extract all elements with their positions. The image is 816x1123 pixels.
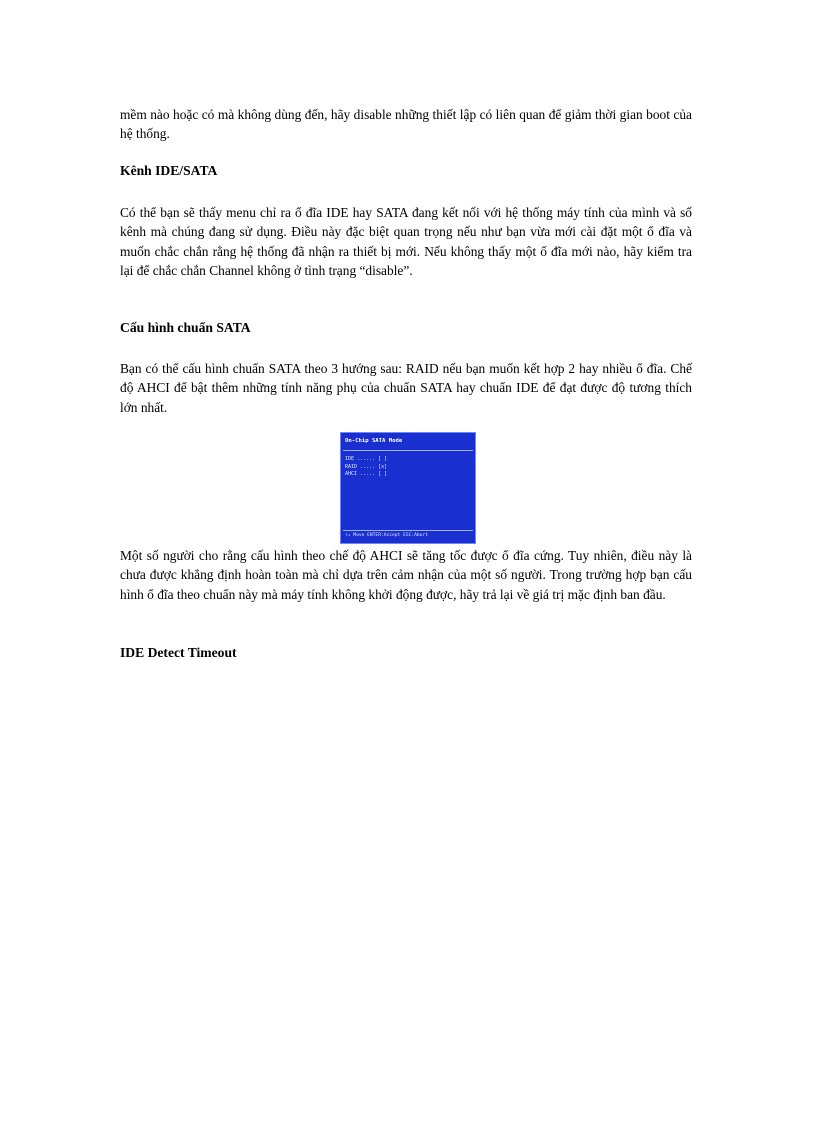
bios-footer-help: ↑↓ Move ENTER:Accept ESC:Abort — [345, 533, 428, 538]
heading-sata-config: Cấu hình chuẩn SATA — [120, 320, 251, 335]
ahci-note-paragraph: Một số người cho rằng cấu hình theo chế độ AHCI sẽ tăng tốc được ổ đĩa cứng. Tuy nhiên, điều này là chưa được khẳng định hoàn toàn mà chỉ dựa trên cảm nhận của một số người. Trong trường hợp bạn cấu hình ổ đĩa theo chuẩn này mà máy tính không khởi động được, hãy trả lại về giá trị mặc định ban đầu. — [120, 548, 692, 602]
sata-config-paragraph: Bạn có thể cấu hình chuẩn SATA theo 3 hướng sau: RAID nếu bạn muốn kết hợp 2 hay nhiều ổ đĩa. Chế độ AHCI để bật thêm những tính năng phụ của chuẩn SATA hay chuẩn IDE để đạt được độ tương thích lớn nhất. — [120, 361, 692, 415]
intro-paragraph: mềm nào hoặc có mà không dùng đến, hãy disable những thiết lập có liên quan để giảm thời gian boot của hệ thống. — [120, 107, 692, 142]
bios-option-ahci: AHCI ..... [ ] — [345, 471, 388, 477]
bios-option-raid: RAID ..... [x] — [345, 463, 388, 470]
bios-sata-mode-screenshot — [340, 432, 476, 544]
bios-option-ide: IDE ...... [ ] — [345, 456, 388, 462]
heading-ide-sata: Kênh IDE/SATA — [120, 163, 218, 178]
heading-ide-detect-timeout: IDE Detect Timeout — [120, 645, 237, 660]
ide-sata-paragraph: Có thể bạn sẽ thấy menu chỉ ra ổ đĩa IDE hay SATA đang kết nối với hệ thống máy tính của mình và số kênh mà chúng đang sử dụng. Điều này đặc biệt quan trọng nếu như bạn vừa mới cài đặt một ổ đĩa và muốn chắc chắn rằng hệ thống đã nhận ra thiết bị mới. Nếu không thấy một ổ đĩa mới nào, hãy kiểm tra lại để chắc chắn Channel không ở tình trạng “disable”. — [120, 205, 692, 279]
bios-options-list — [345, 456, 387, 479]
bios-divider-top — [343, 450, 473, 451]
bios-title: On-Chip SATA Mode — [345, 438, 403, 444]
bios-divider-bottom — [343, 530, 473, 531]
